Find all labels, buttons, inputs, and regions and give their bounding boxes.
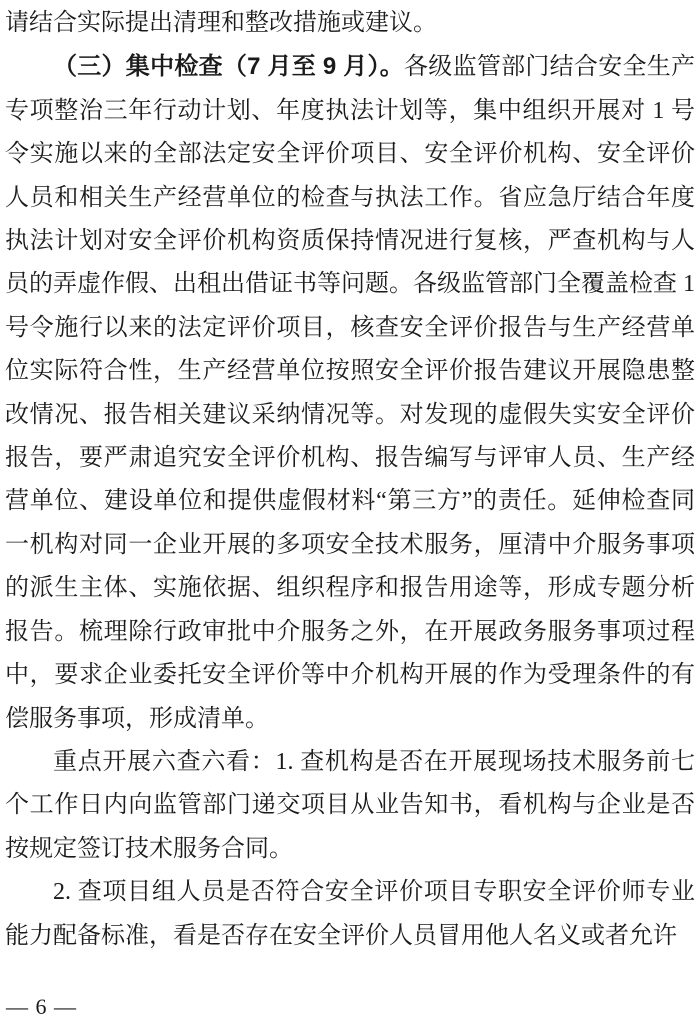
paragraph-continuation: 请结合实际提出清理和整改措施或建议。 xyxy=(5,10,437,36)
paragraph-section-three xyxy=(5,45,695,741)
paragraph-six-checks-item-2: 2. 查项目组人员是否符合安全评价项目专职安全评价师专业能力配备标准，看是否存在安全评价人员冒用他人名义或者允许 xyxy=(5,879,695,949)
document-body xyxy=(5,2,695,958)
section-body-text: 各级监管部门结合安全生产专项整治三年行动计划、年度执法计划等，集中组织开展对 1 号令实施以来的全部法定安全评价项目、安全评价机构、安全评价人员和相关生产经营单位的检查与执法工作。省应急厅结合年度执法计划对安全评价机构资质保持情况进行复核，严查机构与人员的弄虚作假、出租出借证书等问题。各级监管部门全覆盖检查 1 号令施行以来的法定评价项目，核查安全评价报告与生产经营单位实际符合性，生产经营单位按照安全评价报告建议开展隐患整改情况、报告相关建议采纳情况等。对发现的虚假失实安全评价报告，要严肃追究安全评价机构、报告编写与评审人员、生产经营单位、建设单位和提供虚假材料“第三方”的责任。延伸检查同一机构对同一企业开展的多项安全技术服务，厘清中介服务事项的派生主体、实施依据、组织程序和报告用途等，形成专题分析报告。梳理除行政审批中介服务之外，在开展政务服务事项过程中，要求企业委托安全评价等中介机构开展的作为受理条件的有偿服务事项，形成清单。 xyxy=(5,54,696,732)
paragraph-six-checks-item-1: 重点开展六查六看：1. 查机构是否在开展现场技术服务前七个工作日内向监管部门递交项目从业告知书，看机构与企业是否按规定签订技术服务合同。 xyxy=(5,748,695,862)
section-heading: （三）集中检查（7 月至 9 月）。 xyxy=(53,53,405,81)
page-number: — 6 — xyxy=(6,994,77,1019)
